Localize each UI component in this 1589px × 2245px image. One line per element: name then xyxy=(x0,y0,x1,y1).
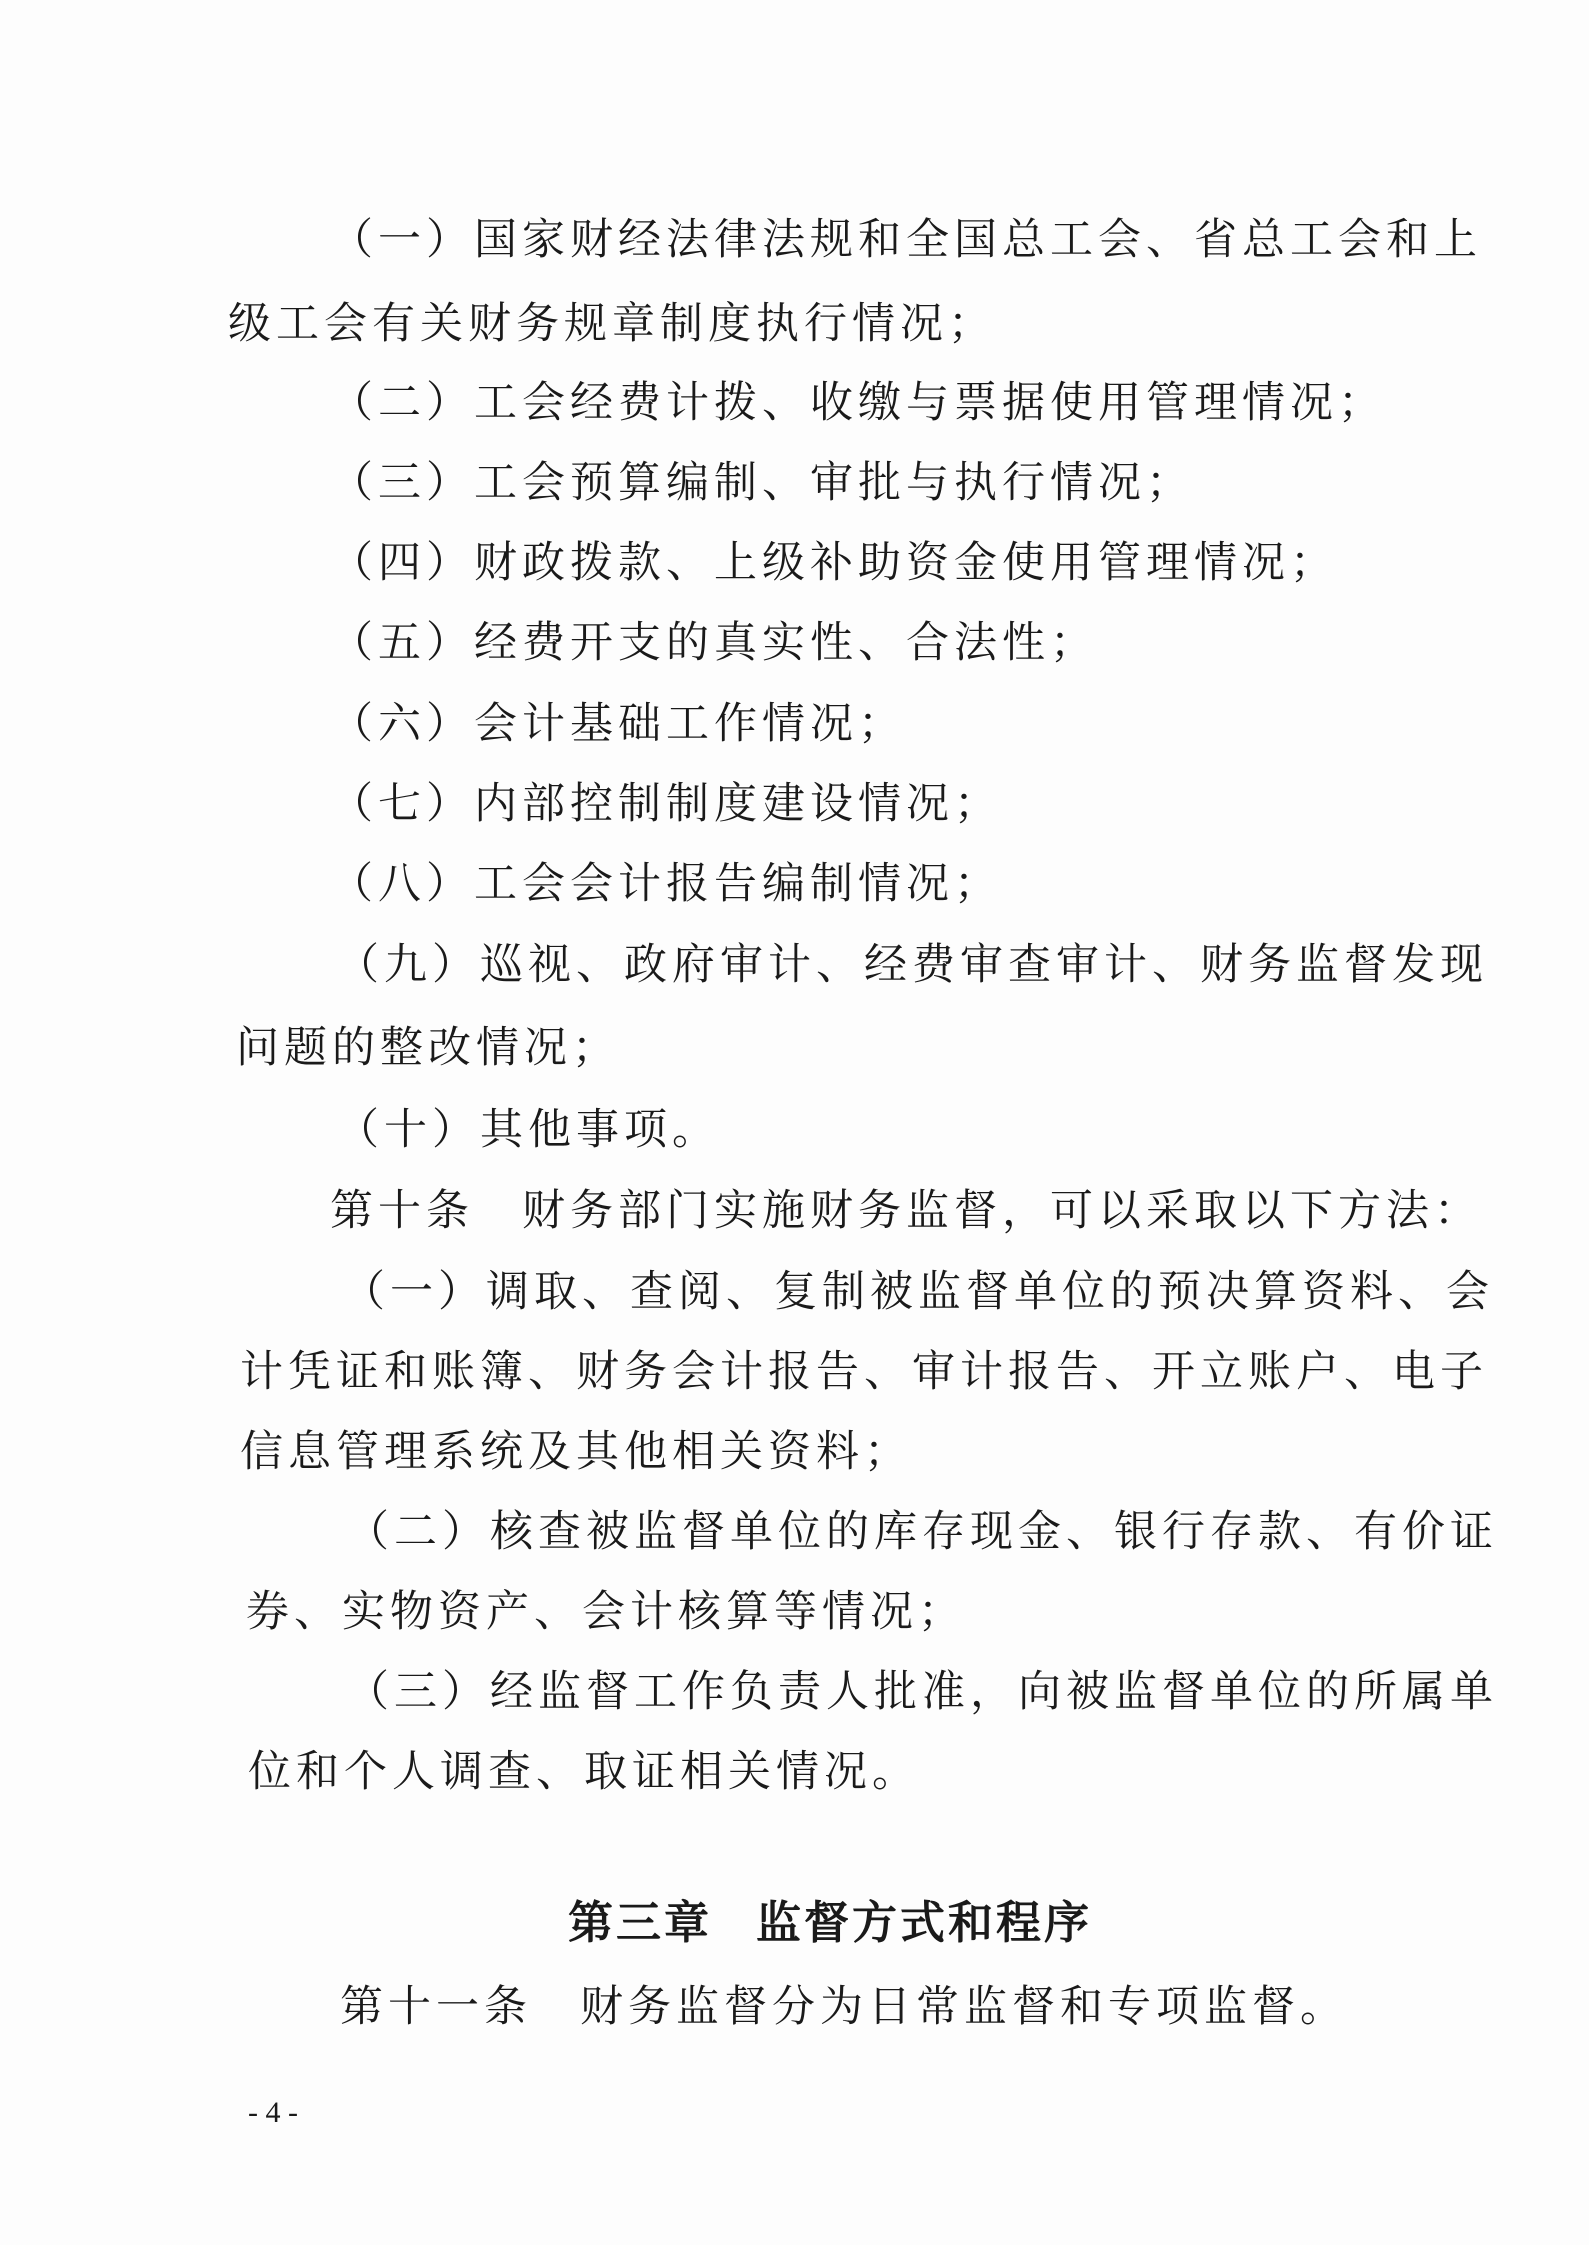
body-line-1: （一）国家财经法律法规和全国总工会、省总工会和上 xyxy=(330,215,1482,265)
page-number: - 4 - xyxy=(248,2096,298,2129)
chapter-number: 第三章 xyxy=(568,1896,713,1949)
body-line-18: 券、实物资产、会计核算等情况； xyxy=(246,1587,966,1637)
body-line-6: （五）经费开支的真实性、合法性； xyxy=(330,618,1098,668)
body-line-11: 问题的整改情况； xyxy=(236,1023,620,1073)
body-line-7: （六）会计基础工作情况； xyxy=(330,699,906,749)
body-line-12: （十）其他事项。 xyxy=(336,1105,720,1155)
body-line-20: 位和个人调查、取证相关情况。 xyxy=(248,1747,920,1797)
body-line-15: 计凭证和账簿、财务会计报告、审计报告、开立账户、电子 xyxy=(240,1347,1488,1397)
body-line-3: （二）工会经费计拨、收缴与票据使用管理情况； xyxy=(330,378,1386,428)
body-line-4: （三）工会预算编制、审批与执行情况； xyxy=(330,458,1194,508)
body-line-14: （一）调取、查阅、复制被监督单位的预决算资料、会 xyxy=(342,1267,1494,1317)
body-line-10: （九）巡视、政府审计、经费审查审计、财务监督发现 xyxy=(336,940,1488,990)
body-line-17: （二）核查被监督单位的库存现金、银行存款、有价证 xyxy=(346,1507,1498,1557)
body-line-16: 信息管理系统及其他相关资料； xyxy=(240,1427,912,1477)
chapter-heading xyxy=(568,1895,1092,1951)
body-line-5: （四）财政拨款、上级补助资金使用管理情况； xyxy=(330,538,1338,588)
article-10-line: 第十条 财务部门实施财务监督，可以采取以下方法： xyxy=(330,1186,1482,1236)
body-line-19: （三）经监督工作负责人批准，向被监督单位的所属单 xyxy=(346,1667,1498,1717)
article-11-line: 第十一条 财务监督分为日常监督和专项监督。 xyxy=(340,1982,1348,2032)
body-line-2: 级工会有关财务规章制度执行情况； xyxy=(228,299,996,349)
body-line-9: （八）工会会计报告编制情况； xyxy=(330,859,1002,909)
body-line-8: （七）内部控制制度建设情况； xyxy=(330,779,1002,829)
chapter-title: 监督方式和程序 xyxy=(756,1896,1093,1949)
